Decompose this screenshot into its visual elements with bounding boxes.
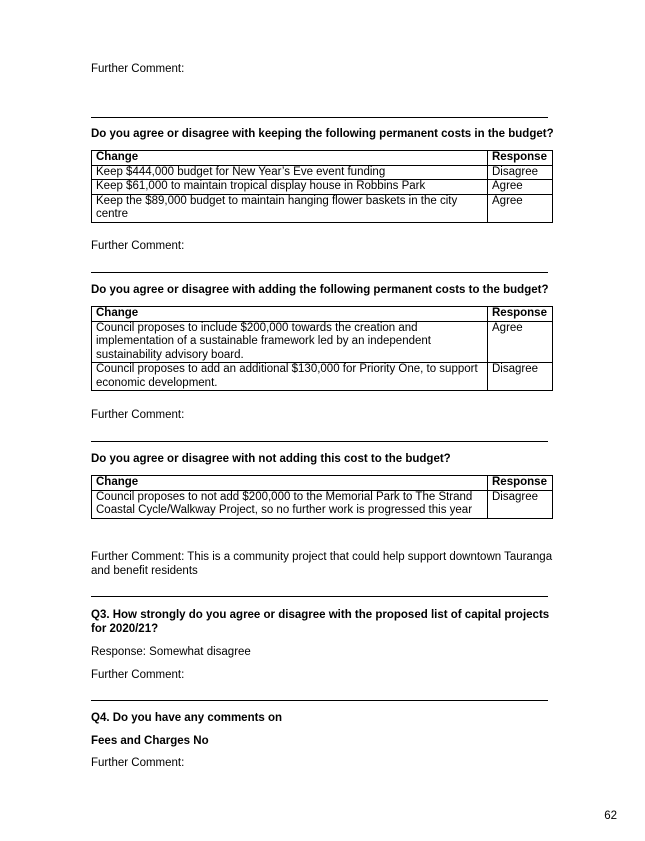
- keep-costs-table: [91, 150, 553, 223]
- q4-fees-and-charges: Fees and Charges No: [91, 735, 209, 747]
- further-comment-a: Further Comment:: [91, 63, 185, 75]
- response-cell: Agree: [488, 180, 553, 195]
- page-number: 62: [604, 810, 617, 822]
- further-comment-c: Further Comment:: [91, 409, 185, 421]
- response-cell: Disagree: [488, 165, 553, 180]
- table-row: [92, 165, 553, 180]
- header-change: Change: [92, 151, 488, 166]
- response-cell: Disagree: [488, 490, 553, 518]
- table-header-row: [92, 151, 553, 166]
- table-row: [92, 363, 553, 391]
- q4-further-comment: Further Comment:: [91, 757, 185, 769]
- add-costs-table: [91, 306, 553, 391]
- divider-3: [91, 441, 548, 442]
- further-comment-b: Further Comment:: [91, 240, 185, 252]
- q4-question: Q4. Do you have any comments on: [91, 712, 283, 724]
- header-response: Response: [488, 307, 553, 322]
- table-header-row: [92, 476, 553, 491]
- table-row: [92, 490, 553, 518]
- q3-further-comment: Further Comment:: [91, 669, 185, 681]
- not-adding-cost-table: [91, 475, 553, 519]
- divider-1: [91, 117, 548, 118]
- change-cell: Council proposes to add an additional $130,000 for Priority One, to support economic development.: [92, 363, 488, 391]
- header-response: Response: [488, 476, 553, 491]
- header-change: Change: [92, 307, 488, 322]
- header-change: Change: [92, 476, 488, 491]
- question-keep-costs: Do you agree or disagree with keeping the following permanent costs in the budget?: [91, 128, 554, 140]
- change-cell: Keep $444,000 budget for New Year’s Eve event funding: [92, 165, 488, 180]
- table-row: [92, 194, 553, 222]
- question-not-adding-cost: Do you agree or disagree with not adding this cost to the budget?: [91, 453, 451, 465]
- further-comment-d: Further Comment: This is a community project that could help support downtown Tauranga and benefit residents: [91, 551, 553, 577]
- change-cell: Keep $61,000 to maintain tropical display house in Robbins Park: [92, 180, 488, 195]
- table-row: [92, 321, 553, 363]
- q3-question: Q3. How strongly do you agree or disagree with the proposed list of capital projects for 2020/21?: [91, 609, 550, 635]
- header-response: Response: [488, 151, 553, 166]
- change-cell: Council proposes to include $200,000 towards the creation and implementation of a sustainable framework led by an independent sustainability advisory board.: [92, 321, 488, 363]
- table-header-row: [92, 307, 553, 322]
- divider-4: [91, 596, 548, 597]
- divider-2: [91, 272, 548, 273]
- question-add-costs: Do you agree or disagree with adding the following permanent costs to the budget?: [91, 284, 549, 296]
- table-row: [92, 180, 553, 195]
- change-cell: Keep the $89,000 budget to maintain hanging flower baskets in the city centre: [92, 194, 488, 222]
- response-cell: Agree: [488, 321, 553, 363]
- divider-5: [91, 700, 548, 701]
- response-cell: Agree: [488, 194, 553, 222]
- change-cell: Council proposes to not add $200,000 to the Memorial Park to The Strand Coastal Cycle/Walkway Project, so no further work is progressed this year: [92, 490, 488, 518]
- response-cell: Disagree: [488, 363, 553, 391]
- q3-response: Response: Somewhat disagree: [91, 646, 251, 658]
